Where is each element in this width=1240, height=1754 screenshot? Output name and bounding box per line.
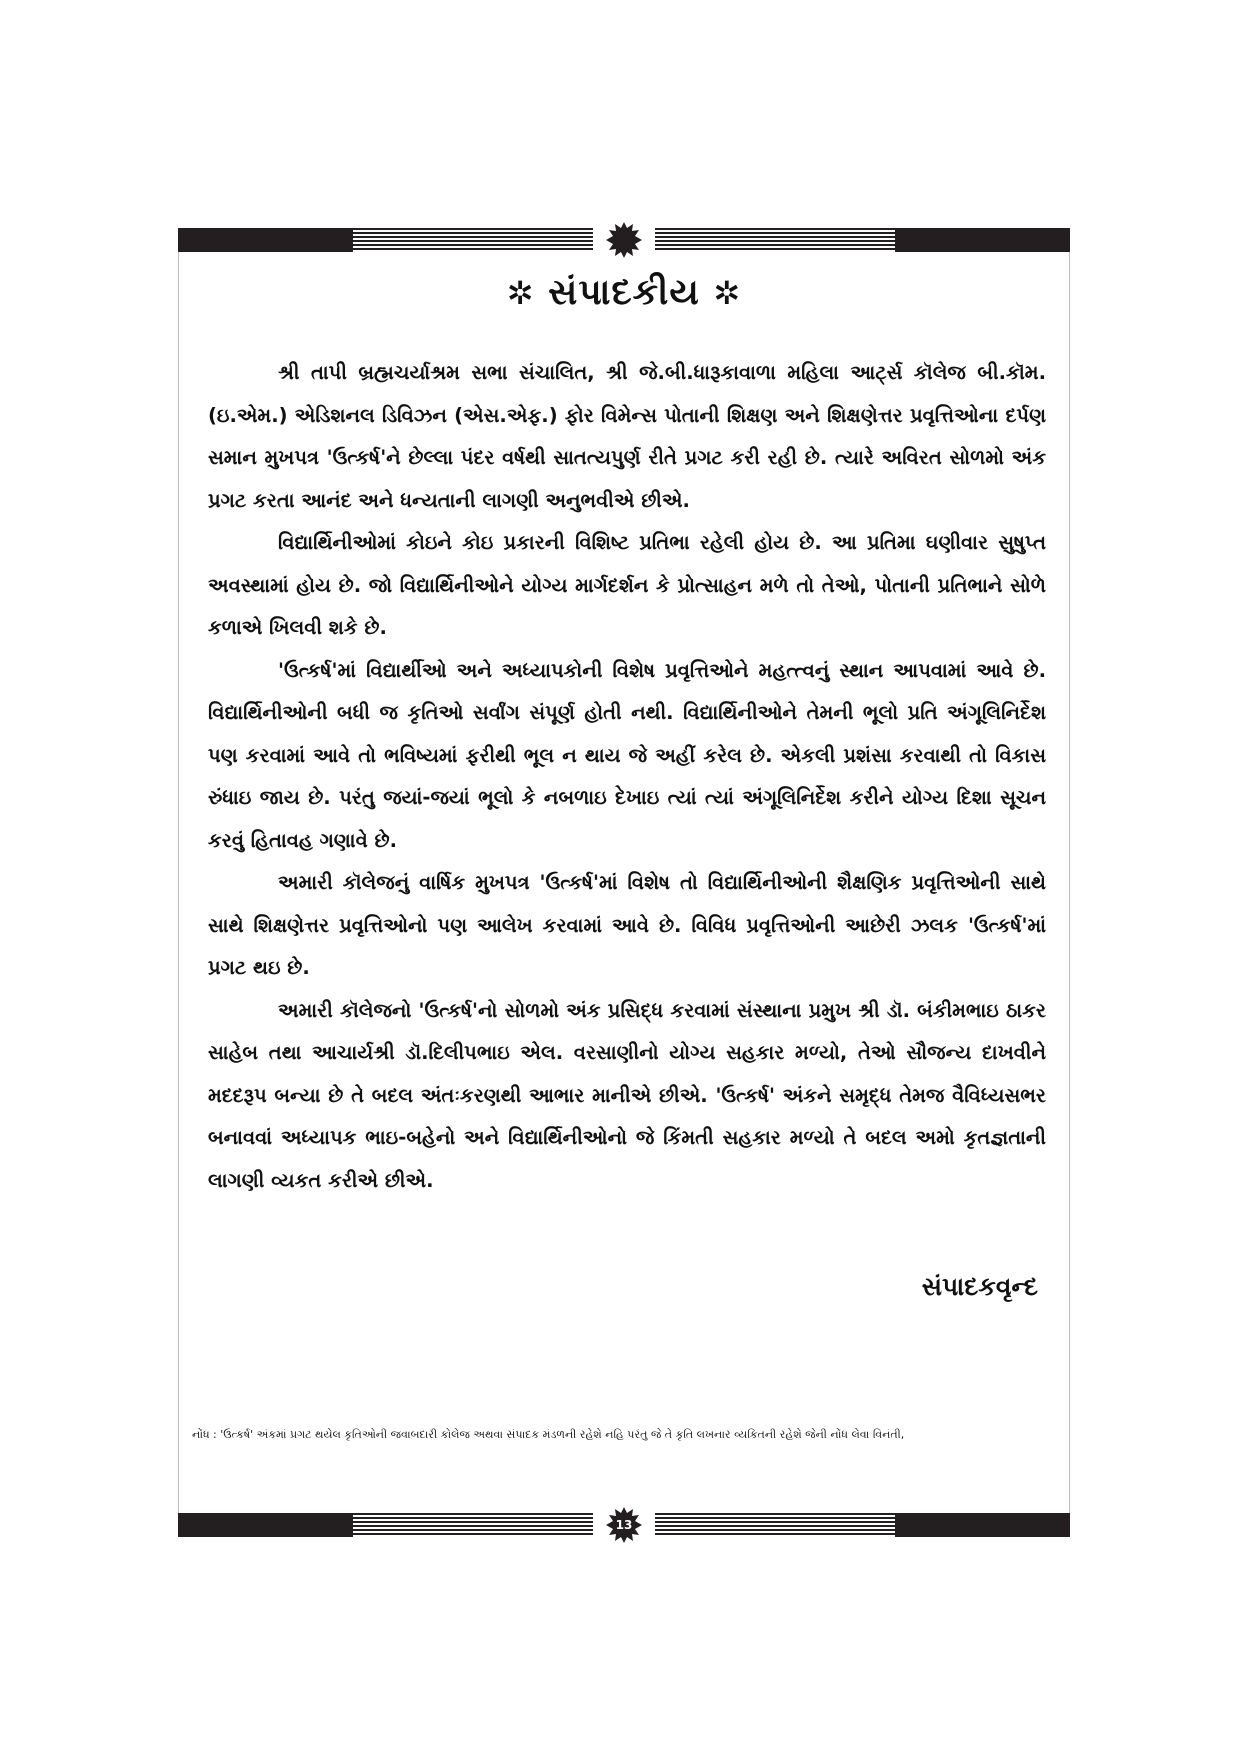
band-bar-right: [895, 228, 1070, 252]
page-number-badge: [606, 1507, 642, 1543]
band-bar-left: [178, 1513, 353, 1537]
paragraph: શ્રી તાપી બ્રહ્મચર્યાશ્રમ સભા સંચાલિત, શ્રી જે.બી.ધારૂકાવાળા મહિલા આર્ટ્સ કૉલેજ બી.કૉમ. (ઇ.એમ.) એડિશનલ ડિવિઝન (એસ.એફ.) ફોર વિમેન્સ પોતાની શિક્ષણ અને શિક્ષણેત્તર પ્રવૃત્તિઓના દર્પણ સમાન મુખપત્ર 'ઉત્કર્ષ'ને છેલ્લા પંદર વર્ષથી સાતત્યપુર્ણ રીતે પ્રગટ કરી રહી છે. ત્યારે અવિરત સોળમો અંક પ્રગટ કરતા આનંદ અને ધન્યતાની લાગણી અનુભવીએ છીએ.: [208, 361, 1046, 512]
flower-star-icon: ✲: [713, 274, 742, 312]
sunburst-icon: [606, 222, 642, 258]
paragraph: અમારી કૉલેજનો 'ઉત્કર્ષ'નો સોળમો અંક પ્રસિદ્ધ કરવામાં સંસ્થાના પ્રમુખ શ્રી ડૉ. બંકીમભાઇ ઠાકર સાહેબ તથા આચાર્યશ્રી ડૉ.દિલીપભાઇ એલ. વરસાણીનો યોગ્ય સહકાર મળ્યો, તેઓ સૌજન્ય દાખવીને મદદરૂપ બન્યા છે તે બદલ અંતઃકરણથી આભાર માનીએ છીએ. 'ઉત્કર્ષ' અંકને સમૃદ્ધ તેમજ વૈવિધ્યસભર બનાવવાં અધ્યાપક ભાઇ-બહેનો અને વિદ્યાર્થિનીઓનો જે કિંમતી સહકાર મળ્યો તે બદલ અમો કૃતજ્ઞતાની લાગણી વ્યકત કરીએ છીએ.: [208, 998, 1046, 1192]
title-text: સંપાદકીય: [548, 272, 700, 313]
page-title: [178, 272, 1070, 314]
band-stripes-right: [655, 1513, 895, 1537]
editorial-body: [208, 352, 1046, 1202]
paragraph: વિદ્યાર્થિનીઓમાં કોઇને કોઇ પ્રકારની વિશિષ્ટ પ્રતિભા રહેલી હોય છે. આ પ્રતિમા ઘણીવાર સુષુપ્ત અવસ્થામાં હોય છે. જો વિદ્યાર્થિનીઓને યોગ્ય માર્ગદર્શન કે પ્રોત્સાહન મળે તો તેઓ, પોતાની પ્રતિભાને સોળે કળાએ ખિલવી શકે છે.: [208, 531, 1046, 639]
paragraph: 'ઉત્કર્ષ'માં વિદ્યાર્થીઓ અને અધ્યાપકોની વિશેષ પ્રવૃત્તિઓને મહત્ત્વનું સ્થાન આપવામાં આવે છે. વિદ્યાર્થિનીઓની બધી જ કૃતિઓ સર્વાંગ સંપૂર્ણ હોતી નથી. વિદ્યાર્થિનીઓને તેમની ભૂલો પ્રતિ અંગૂલિનિર્દેશ પણ કરવામાં આવે તો ભવિષ્યમાં ફરીથી ભૂલ ન થાય જે અહીં કરેલ છે. એકલી પ્રશંસા કરવાથી તો વિકાસ રુંધાઇ જાય છે. પરંતુ જયાં-જયાં ભૂલો કે નબળાઇ દેખાઇ ત્યાં ત્યાં અંગૂલિનિર્દેશ કરીને યોગ્ય દિશા સૂચન કરવું હિતાવહ ગણાવે છે.: [208, 658, 1046, 852]
band-stripes-right: [655, 228, 895, 252]
band-bar-right: [895, 1513, 1070, 1537]
band-bar-left: [178, 228, 353, 252]
paragraph: અમારી કૉલેજનું વાર્ષિક મુખપત્ર 'ઉત્કર્ષ'માં વિશેષ તો વિદ્યાર્થિનીઓની શૈક્ષણિક પ્રવૃત્તિઓની સાથે સાથે શિક્ષણેત્તર પ્રવૃત્તિઓનો પણ આલેખ કરવામાં આવે છે. વિવિધ પ્રવૃત્તિઓની આછેરી ઝલક 'ઉત્કર્ષ'માં પ્રગટ થઇ છે.: [208, 871, 1046, 979]
band-stripes-left: [353, 1513, 593, 1537]
footer-band: [178, 1513, 1070, 1537]
flower-star-icon: ✲: [506, 274, 535, 312]
page-number: 13: [615, 1518, 633, 1532]
footnote: નોંધ : 'ઉત્કર્ષ' અંકમાં પ્રગટ થયેલ કૃતિઓની જવાબદારી કોલેજ અથવા સંપાદક મંડળની રહેશે નહિ પરંતુ જે તે કૃતિ લખનાર વ્યકિતની રહેશે જેની નોંધ લેવા વિનંતી,: [192, 1428, 905, 1441]
signature: સંપાદકવૃન્દ: [921, 1272, 1038, 1301]
band-stripes-left: [353, 228, 593, 252]
header-band: [178, 228, 1070, 252]
